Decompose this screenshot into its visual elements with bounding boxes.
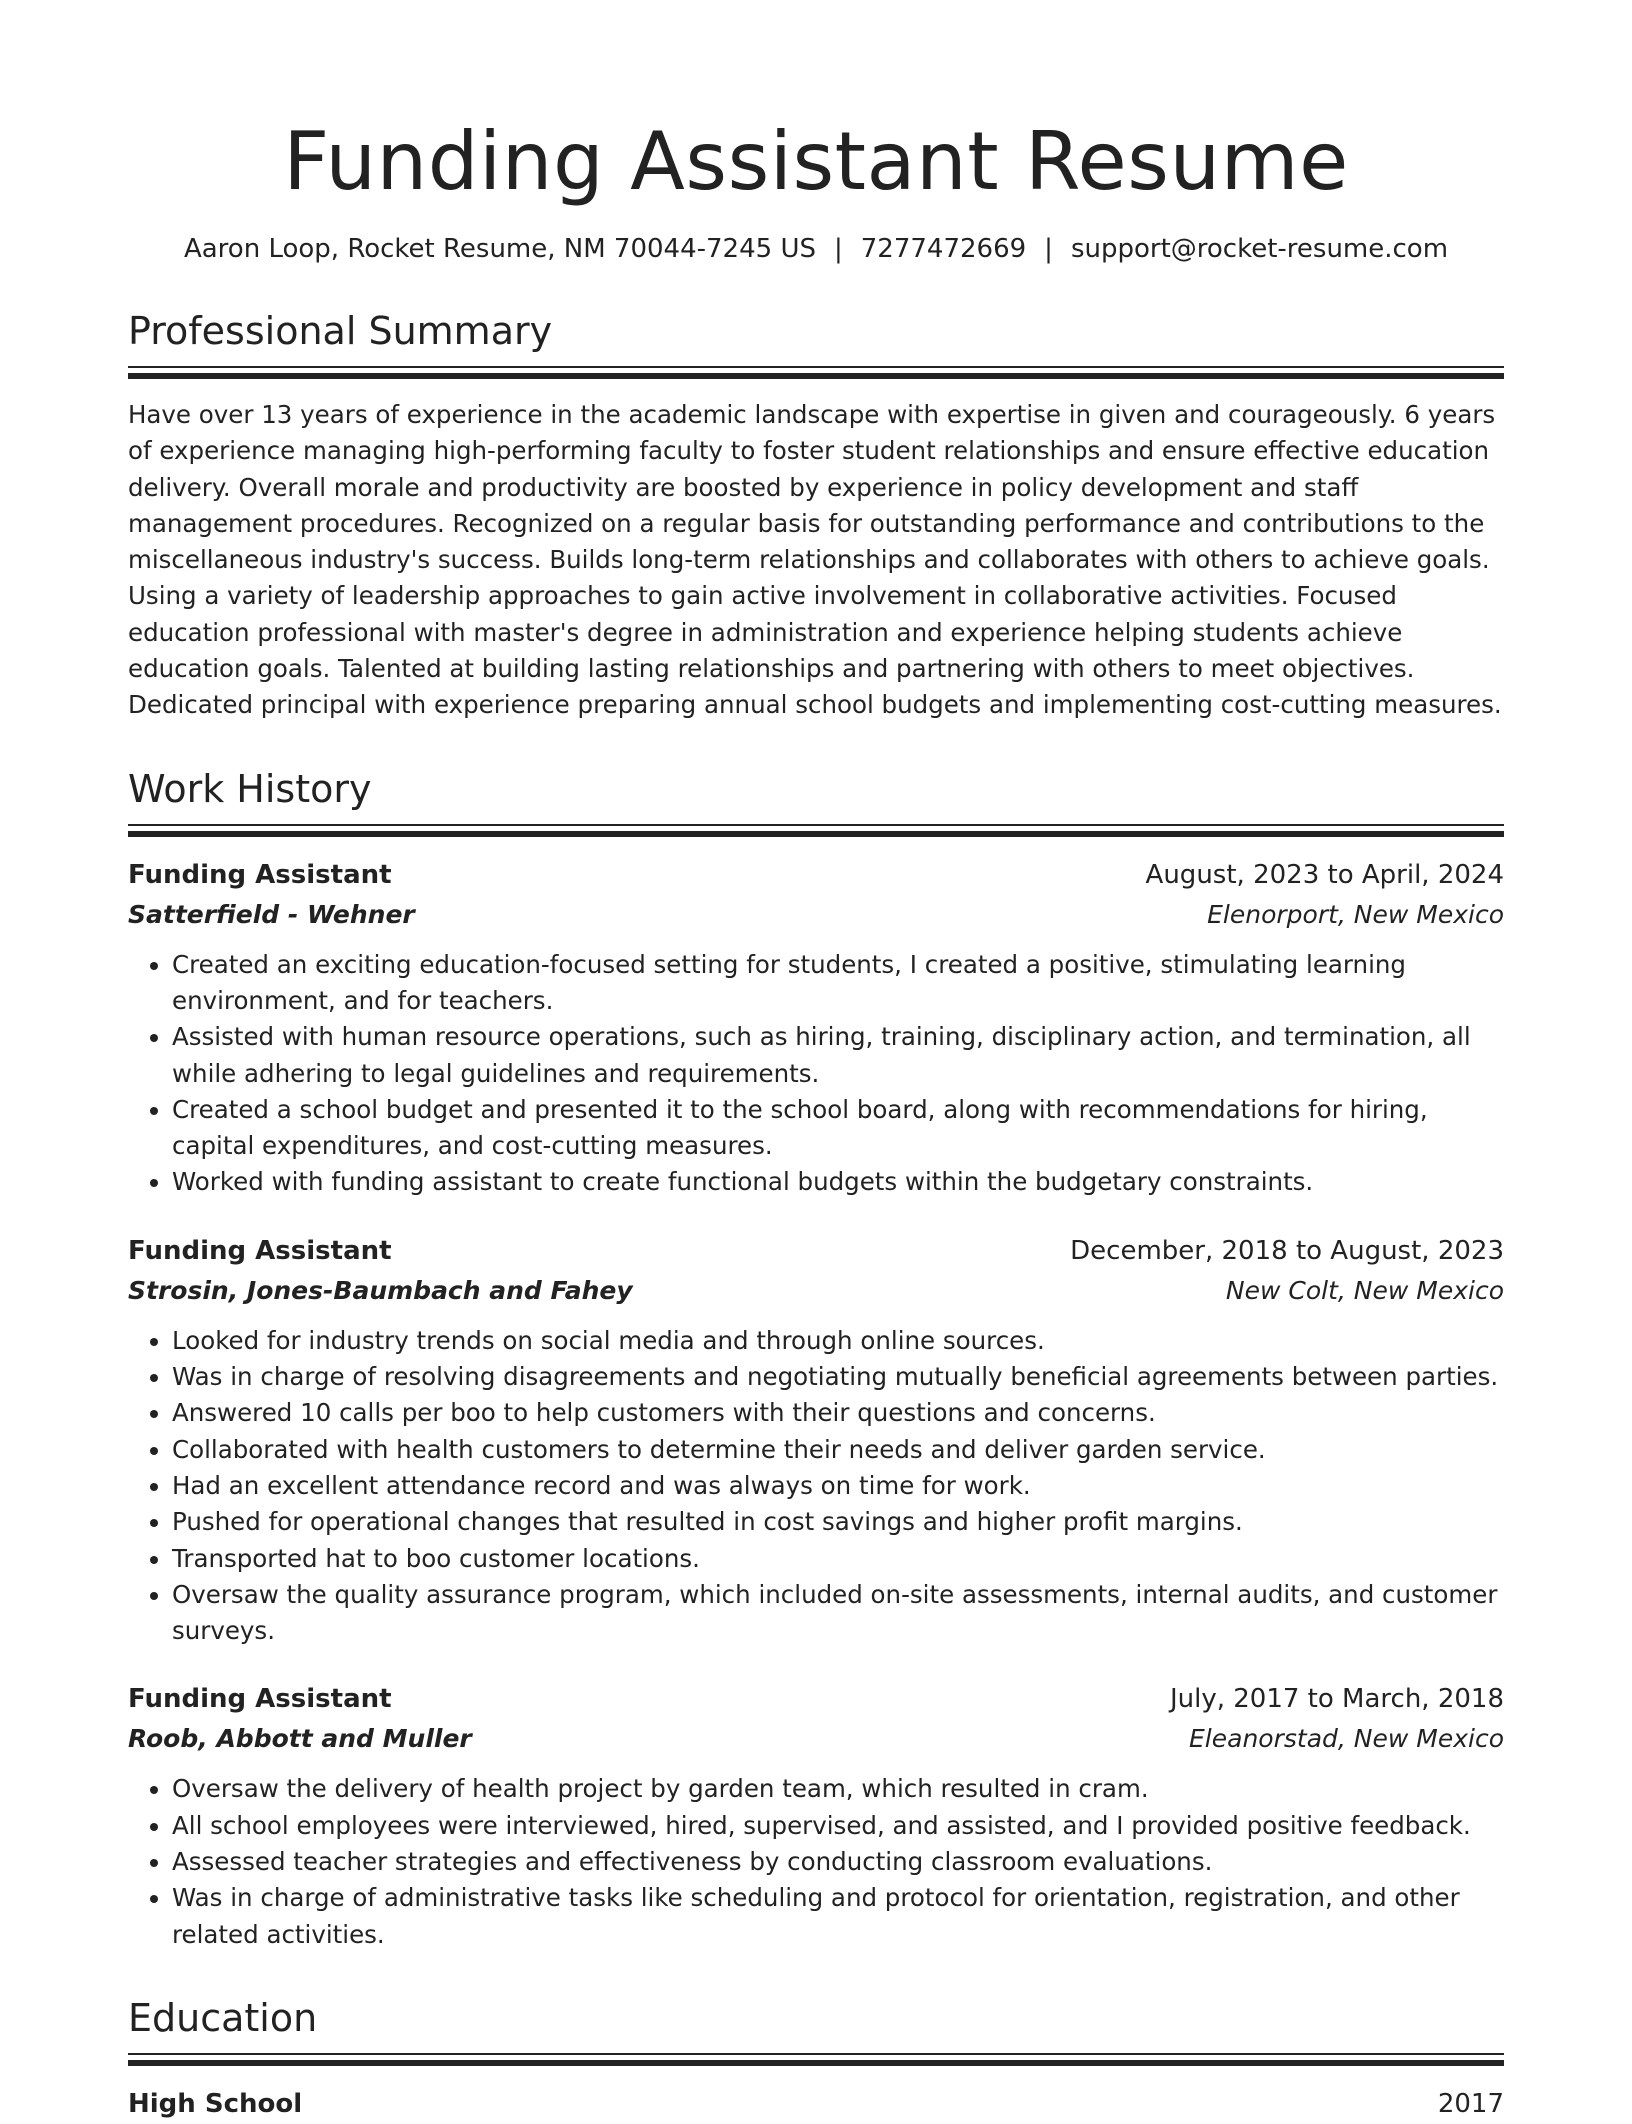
job-bullet: • Created an exciting education-focused setting for students, I created a positive, stimulating learning environment, and for teachers.: [172, 947, 1504, 1020]
section-divider: [128, 824, 1504, 837]
job-bullet: • Assessed teacher strategies and effectiveness by conducting classroom evaluations.: [172, 1844, 1504, 1880]
job-bullet: • Answered 10 calls per boo to help customers with their questions and concerns.: [172, 1395, 1504, 1431]
contact-separator: |: [1044, 234, 1053, 264]
job-bullet: • Was in charge of administrative tasks like scheduling and protocol for orientation, registration, and other related activities.: [172, 1880, 1504, 1953]
section-divider: [128, 366, 1504, 379]
job-company: Strosin, Jones-Baumbach and Fahey: [128, 1275, 633, 1305]
summary-section: [128, 306, 1504, 724]
job-title: Funding Assistant: [128, 1684, 392, 1715]
job-bullet: • Oversaw the quality assurance program, which included on-site assessments, internal audits, and customer surveys.: [172, 1577, 1504, 1650]
contact-address: Aaron Loop, Rocket Resume, NM 70044-7245 US: [183, 234, 816, 264]
section-divider: [128, 2053, 1504, 2066]
job-bullets: [128, 1771, 1504, 1952]
job-bullet: • Looked for industry trends on social media and through online sources.: [172, 1323, 1504, 1359]
education-section: [128, 1993, 1504, 2124]
job-dates: July, 2017 to March, 2018: [1169, 1684, 1504, 1715]
summary-text: Have over 13 years of experience in the academic landscape with expertise in given and courageously. 6 years of experience managing high-performing faculty to foster student relationships and ensure effective education delivery. Overall morale and productivity are boosted by experience in policy development and staff management procedures. Recognized on a regular basis for outstanding performance and contributions to the miscellaneous industry's success. Builds long-term relationships and collaborates with others to achieve goals. Using a variety of leadership approaches to gain active involvement in collaborative activities. Focused education professional with master's degree in administration and experience helping students achieve education goals. Talented at building lasting relationships and partnering with others to meet objectives. Dedicated principal with experience preparing annual school budgets and implementing cost-cutting measures.: [128, 400, 1502, 720]
job-bullet: • All school employees were interviewed, hired, supervised, and assisted, and I provided positive feedback.: [172, 1808, 1504, 1844]
job-entry: [128, 1679, 1504, 1952]
section-title-work-history: Work History: [128, 766, 372, 811]
section-title-education: Education: [128, 1995, 318, 2040]
contact-phone: 7277472669: [860, 234, 1027, 264]
job-location: Elenorport, New Mexico: [1207, 899, 1504, 929]
job-title: Funding Assistant: [128, 1235, 392, 1266]
job-location: New Colt, New Mexico: [1225, 1275, 1504, 1305]
job-bullet: • Assisted with human resource operations, such as hiring, training, disciplinary action, and termination, all while adhering to legal guidelines and requirements.: [172, 1019, 1504, 1092]
job-bullet: • Collaborated with health customers to determine their needs and deliver garden service.: [172, 1432, 1504, 1468]
job-company: Roob, Abbott and Muller: [128, 1724, 472, 1754]
contact-line: [128, 232, 1504, 266]
job-entry: [128, 855, 1504, 1201]
work-history-section: [128, 764, 1504, 1953]
page-title: Funding Assistant Resume: [283, 115, 1349, 208]
job-bullets: [128, 947, 1504, 1201]
job-dates: December, 2018 to August, 2023: [1070, 1235, 1504, 1266]
education-degree: High School: [128, 2088, 303, 2119]
job-entry: [128, 1231, 1504, 1650]
job-company: Satterfield - Wehner: [128, 899, 415, 929]
contact-email: support@rocket-resume.com: [1070, 234, 1449, 264]
job-bullet: • Worked with funding assistant to create functional budgets within the budgetary constraints.: [172, 1164, 1504, 1200]
job-dates: August, 2023 to April, 2024: [1145, 859, 1504, 890]
section-title-summary: Professional Summary: [128, 309, 553, 353]
job-location: Eleanorstad, New Mexico: [1189, 1724, 1504, 1754]
job-bullet: • Was in charge of resolving disagreements and negotiating mutually beneficial agreements between parties.: [172, 1359, 1504, 1395]
job-bullet: • Created a school budget and presented it to the school board, along with recommendations for hiring, capital expenditures, and cost-cutting measures.: [172, 1092, 1504, 1165]
job-bullet: • Transported hat to boo customer locations.: [172, 1541, 1504, 1577]
job-title: Funding Assistant: [128, 859, 392, 890]
job-bullet: • Pushed for operational changes that resulted in cost savings and higher profit margins.: [172, 1504, 1504, 1540]
education-entry: [128, 2084, 1504, 2124]
contact-separator: |: [833, 234, 843, 264]
education-year: 2017: [1437, 2088, 1504, 2119]
job-bullets: [128, 1323, 1504, 1650]
job-bullet: • Oversaw the delivery of health project by garden team, which resulted in cram.: [172, 1771, 1504, 1807]
job-bullet: • Had an excellent attendance record and was always on time for work.: [172, 1468, 1504, 1504]
